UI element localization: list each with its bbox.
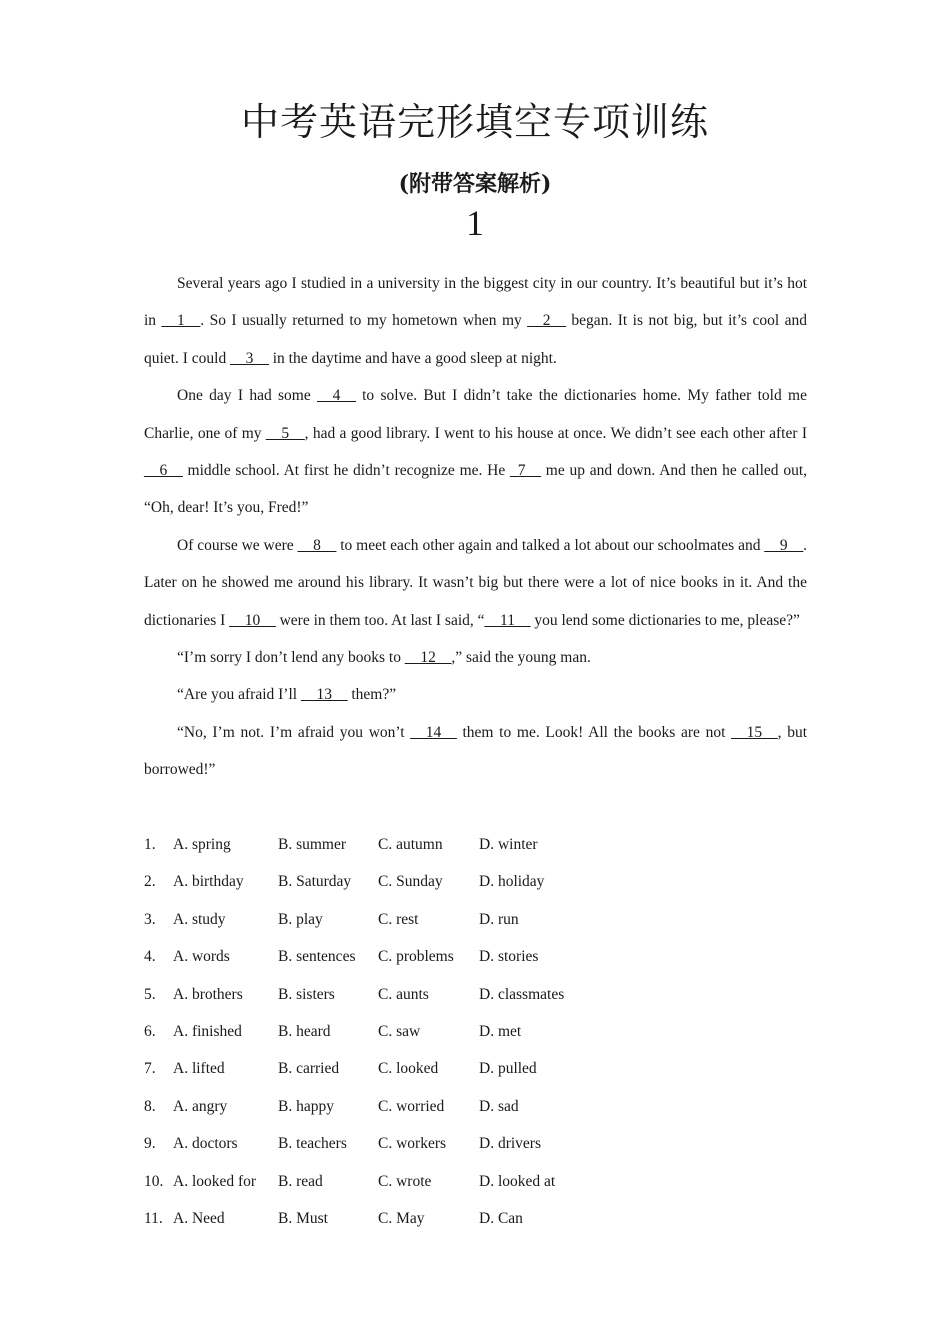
answer-options-list: [144, 826, 807, 1237]
option-c: C. saw: [378, 1022, 421, 1040]
passage-text: “No, I’m not. I’m afraid you won’t: [177, 723, 411, 741]
passage-text: “I’m sorry I don’t lend any books to: [177, 649, 405, 667]
option-d: D. classmates: [479, 985, 565, 1003]
blank-marker: __14__: [410, 723, 457, 741]
option-c: C. autumn: [378, 836, 443, 853]
page-title: 中考英语完形填空专项训练: [240, 100, 709, 144]
passage-text: in the daytime and have a good sleep at night.: [268, 349, 557, 367]
option-row: [144, 863, 807, 900]
option-b: B. carried: [278, 1060, 340, 1078]
blank-marker: __13__: [300, 686, 348, 704]
option-c: C. workers: [378, 1135, 447, 1153]
passage-text: were in them too. At last I said, “: [275, 611, 485, 629]
blank-marker: __15__: [731, 723, 778, 741]
option-c: C. aunts: [378, 985, 429, 1003]
passage-text: them?”: [347, 686, 397, 704]
option-c: C. rest: [378, 910, 419, 928]
passage-text: to meet each other again and talked a lot about our schoolmates and: [336, 536, 765, 554]
option-d: D. Can: [479, 1209, 523, 1227]
blank-marker: __11__: [484, 611, 531, 629]
blank-marker: __10__: [229, 611, 276, 629]
passage-text: . Later on he showed me around his library. It wasn’t big but there were a lot of nice books in it. And the dictionaries I: [144, 536, 807, 629]
blank-marker: __12__: [404, 649, 452, 667]
blank-marker: __4__: [317, 387, 356, 405]
option-row: [144, 1200, 807, 1237]
option-d: D. sad: [479, 1097, 519, 1115]
option-c: C. looked: [378, 1060, 439, 1078]
option-b: B. Saturday: [278, 873, 352, 891]
passage-text: middle school. At first he didn’t recognize me. He: [182, 462, 511, 480]
option-row: [144, 826, 807, 863]
passage-text: began. It is not big, but it’s cool and quiet. I could: [144, 312, 808, 367]
option-a: A. birthday: [173, 873, 244, 891]
passage-text: to solve. But I didn’t take the dictionaries home. My father told me Charlie, one of my: [144, 387, 807, 442]
option-d: D. looked at: [479, 1172, 556, 1190]
option-d: D. stories: [479, 948, 539, 966]
passage-paragraph: [144, 527, 807, 639]
passage-paragraph: [144, 714, 807, 789]
option-b: B. play: [278, 910, 323, 928]
blank-marker: __9__: [764, 536, 804, 554]
option-a: A. lifted: [173, 1060, 225, 1078]
option-c: C. worried: [378, 1097, 445, 1115]
question-number: 3.: [144, 910, 156, 928]
passage-paragraph: [144, 377, 807, 527]
option-row: [144, 1125, 807, 1162]
option-a: A. Need: [173, 1209, 225, 1227]
option-b: B. happy: [278, 1097, 334, 1115]
question-number: 10.: [144, 1172, 164, 1190]
passage-text: , had a good library. I went to his house at once. We didn’t see each other after I: [304, 424, 807, 442]
passage-text: . So I usually returned to my hometown when my: [200, 312, 528, 330]
option-d: D. winter: [479, 836, 538, 853]
blank-marker: __2__: [527, 312, 566, 330]
option-d: D. pulled: [479, 1060, 537, 1078]
passage-text: me up and down. And then he called out, “Oh, dear! It’s you, Fred!”: [144, 462, 807, 517]
passage-text: “Are you afraid I’ll: [177, 686, 301, 704]
question-number: 1.: [144, 836, 156, 853]
blank-marker: _7__: [510, 462, 542, 480]
option-b: B. teachers: [278, 1135, 347, 1153]
blank-marker: __6__: [144, 462, 183, 480]
option-a: A. spring: [173, 836, 231, 853]
option-row: [144, 1013, 807, 1050]
option-c: C. Sunday: [378, 873, 443, 891]
option-b: B. sisters: [278, 985, 335, 1003]
question-number: 8.: [144, 1097, 156, 1115]
question-number: 11.: [144, 1209, 163, 1227]
option-c: C. wrote: [378, 1172, 432, 1190]
option-b: B. sentences: [278, 948, 356, 966]
option-row: [144, 1050, 807, 1087]
option-a: A. study: [173, 910, 226, 928]
option-a: A. angry: [173, 1097, 228, 1115]
passage-text: One day I had some: [177, 387, 318, 405]
option-d: D. met: [479, 1022, 522, 1040]
option-c: C. problems: [378, 948, 454, 966]
passage-text: you lend some dictionaries to me, please?”: [530, 611, 800, 629]
question-number: 4.: [144, 948, 156, 966]
option-row: [144, 901, 807, 938]
question-number: 9.: [144, 1135, 156, 1153]
question-number: 2.: [144, 873, 156, 891]
cloze-passage: [144, 265, 807, 789]
option-d: D. drivers: [479, 1135, 541, 1153]
option-row: [144, 1088, 807, 1125]
page-subtitle: (附带答案解析): [398, 171, 552, 197]
option-b: B. heard: [278, 1022, 331, 1040]
option-a: A. finished: [173, 1022, 242, 1040]
passage-text: ,” said the young man.: [451, 649, 591, 667]
option-a: A. doctors: [173, 1135, 238, 1153]
passage-number: 1: [466, 203, 484, 243]
passage-text: Of course we were: [177, 536, 298, 554]
passage-text: , but borrowed!”: [144, 723, 808, 779]
option-b: B. Must: [278, 1209, 328, 1227]
question-number: 7.: [144, 1060, 156, 1078]
option-a: A. words: [173, 948, 230, 966]
passage-paragraph: [144, 639, 807, 676]
option-row: [144, 976, 807, 1013]
option-row: [144, 1163, 807, 1200]
question-number: 5.: [144, 985, 156, 1003]
passage-paragraph: [144, 676, 807, 713]
option-c: C. May: [378, 1209, 425, 1227]
blank-marker: __5__: [265, 424, 305, 442]
option-d: D. holiday: [479, 873, 545, 891]
option-b: B. summer: [278, 836, 347, 853]
option-d: D. run: [479, 910, 519, 928]
question-number: 6.: [144, 1022, 156, 1040]
option-a: A. looked for: [173, 1172, 257, 1190]
blank-marker: __3__: [230, 349, 269, 367]
passage-text: Several years ago I studied in a university in the biggest city in our country. It’s beautiful but it’s hot in: [144, 275, 807, 330]
passage-paragraph: [144, 265, 807, 377]
blank-marker: __8__: [297, 536, 337, 554]
option-row: [144, 938, 807, 975]
blank-marker: __1__: [161, 312, 201, 330]
option-b: B. read: [278, 1172, 323, 1190]
option-a: A. brothers: [173, 985, 243, 1003]
passage-text: them to me. Look! All the books are not: [456, 723, 732, 741]
